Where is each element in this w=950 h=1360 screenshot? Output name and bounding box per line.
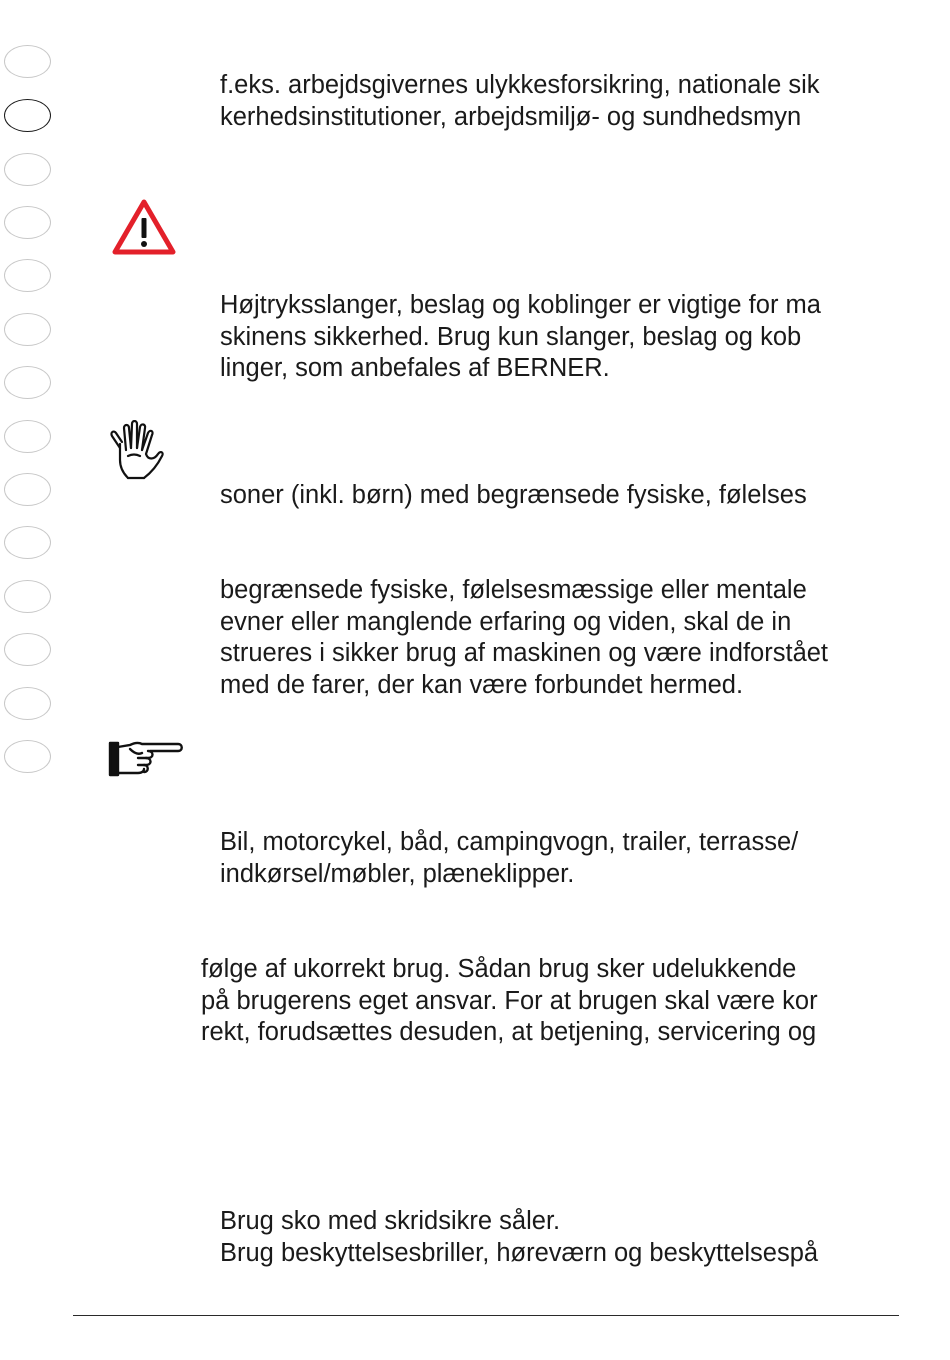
side-tab[interactable] [4,45,51,78]
text-line: rekt, forudsættes desuden, at betjening, servicering og [201,1018,817,1046]
text-line: f.eks. arbejdsgivernes ulykkesforsikring, nationale sik [220,71,820,99]
warning-triangle-icon [111,198,177,256]
pointing-hand-icon [108,739,186,779]
side-tab[interactable] [4,420,51,453]
side-tab[interactable] [4,153,51,186]
text-line: med de farer, der kan være forbundet hermed. [220,670,744,699]
paragraph-protective-gear [220,1206,818,1269]
text-line: følge af ukorrekt brug. Sådan brug sker udelukkende [201,955,797,983]
text-line: begrænsede fysiske, følelsesmæssige eller mentale [220,576,807,604]
paragraph-incorrect-use [201,954,818,1049]
paragraph-insurance [220,70,820,133]
text-line: kerhedsinstitutioner, arbejdsmiljø- og sundhedsmyn [220,102,802,131]
raised-hand-icon [106,420,168,484]
text-line: linger, som anbefales af BERNER. [220,354,610,382]
footer-divider [73,1315,899,1316]
side-tab-active[interactable] [4,99,51,132]
side-tab[interactable] [4,206,51,239]
text-line: indkørsel/møbler, plæneklipper. [220,859,575,888]
side-tab[interactable] [4,473,51,506]
paragraph-examples [220,827,798,890]
side-tab[interactable] [4,526,51,559]
side-tab[interactable] [4,740,51,773]
side-tab[interactable] [4,313,51,346]
text-line: strueres i sikker brug af maskinen og være indforstået [220,639,829,667]
text-line: på brugerens eget ansvar. For at brugen skal være kor [201,986,818,1015]
side-tab[interactable] [4,366,51,399]
text-line: soner (inkl. børn) med begrænsede fysiske, følelses [220,481,807,509]
side-tab-strip [0,0,60,1360]
text-line: Bil, motorcykel, båd, campingvogn, trailer, terrasse/ [220,828,799,856]
text-line: Brug beskyttelsesbriller, høreværn og beskyttelsespå [220,1238,819,1267]
side-tab[interactable] [4,580,51,613]
text-line: evner eller manglende erfaring og viden, skal de in [220,607,792,636]
paragraph-persons [220,480,807,512]
side-tab[interactable] [4,259,51,292]
paragraph-hoses [220,290,821,385]
side-tab[interactable] [4,687,51,720]
paragraph-capabilities [220,575,828,701]
side-tab[interactable] [4,633,51,666]
text-line: Brug sko med skridsikre såler. [220,1207,561,1235]
text-line: skinens sikkerhed. Brug kun slanger, beslag og kob [220,322,802,351]
text-line: Højtryksslanger, beslag og koblinger er vigtige for ma [220,291,821,319]
